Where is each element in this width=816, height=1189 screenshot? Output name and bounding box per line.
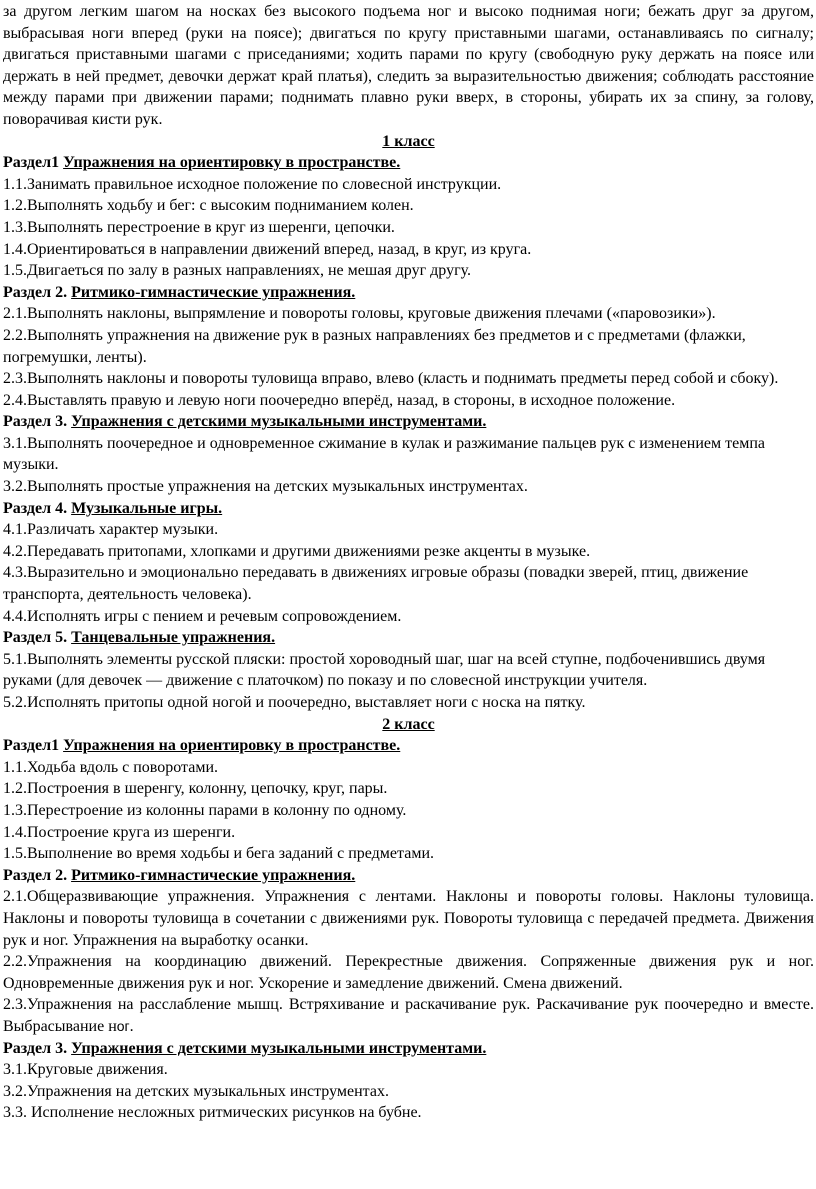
text-run: 4.2.Передавать притопами, хлопками и другими движениями резке акценты в музыке. (3, 542, 591, 560)
list-item (3, 174, 814, 196)
text-run: 1.1.Занимать правильное исходное положение по словесной инструкции. (3, 175, 502, 193)
list-item (3, 886, 814, 951)
text-run: Упражнения на ориентировку в пространстве. (63, 737, 401, 755)
text-run: 2.4.Выставлять правую и левую ноги поочередно вперёд, назад, в стороны, в исходное положение. (3, 391, 676, 409)
text-run: 1.3.Перестроение из колонны парами в колонну по одному. (3, 801, 407, 819)
section-heading (3, 411, 814, 433)
text-run: Раздел 3. (3, 413, 72, 431)
text-run: Раздел 3. (3, 1039, 72, 1057)
text-run: 3.3. Исполнение несложных ритмических рисунков на бубне. (3, 1104, 422, 1122)
list-item (3, 260, 814, 282)
section-heading (3, 865, 814, 887)
text-run: 2.1.Общеразвивающие упражнения. Упражнения с лентами. Наклоны и повороты головы. Наклоны туловища. Наклоны и повороты туловища в сочетании с движениями рук. Повороты туловища с передачей предмета. Движения рук и ног. Упражнения на выработку осанки. (3, 888, 814, 949)
text-run: 2.2.Выполнять упражнения на движение рук в разных направлениях без предметов и с предметами (флажки, погремушки, ленты). (3, 326, 746, 366)
text-run: 4.1.Различать характер музыки. (3, 521, 219, 539)
text-run: 1 класс (382, 132, 435, 150)
text-run: Раздел 5. (3, 629, 72, 647)
list-item (3, 390, 814, 412)
section-heading (3, 282, 814, 304)
text-run: Раздел 4. (3, 499, 72, 517)
list-item (3, 757, 814, 779)
list-item (3, 951, 814, 994)
text-run: Раздел 2. (3, 283, 72, 301)
list-item (3, 1081, 814, 1103)
text-run: 3.2.Упражнения на детских музыкальных инструментах. (3, 1082, 389, 1100)
text-run: 3.2.Выполнять простые упражнения на детских музыкальных инструментах. (3, 478, 528, 496)
text-run: Танцевальные упражнения. (71, 629, 276, 647)
list-item (3, 541, 814, 563)
list-item (3, 217, 814, 239)
list-item (3, 519, 814, 541)
text-run: . (129, 1017, 134, 1035)
list-item (3, 303, 814, 325)
text-run: 5.1.Выполнять элементы русской пляски: простой хороводный шаг, шаг на всей ступне, подбоченившись двумя руками (для девочек — движение с платочком) по показу и по словесной инструкции учителя. (3, 650, 766, 690)
text-run: ог (116, 1017, 130, 1034)
text-run: Упражнения с детскими музыкальными инструментами. (71, 413, 487, 431)
text-run: 2.3.Выполнять наклоны и повороты туловища вправо, влево (класть и поднимать предметы перед собой и сбоку). (3, 370, 779, 388)
section-heading (3, 627, 814, 649)
text-run: Раздел1 (3, 737, 64, 755)
text-run: 2.3.Упражнения на расслабление мышц. Встряхивание и раскачивание рук. Раскачивание рук поочередно и вместе. Выбрасывание н (3, 996, 814, 1035)
text-run: Музыкальные игры. (71, 499, 223, 517)
list-item (3, 822, 814, 844)
list-item (3, 368, 814, 390)
text-run: 4.4.Исполнять игры с пением и речевым сопровождением. (3, 607, 402, 625)
text-run: 3.1.Выполнять поочередное и одновременное сжимание в кулак и разжимание пальцев рук с изменением темпа музыки. (3, 434, 765, 474)
text-run: Ритмико-гимнастические упражнения. (71, 283, 356, 301)
list-item (3, 692, 814, 714)
text-run: 2.2.Упражнения на координацию движений. Перекрестные движения. Сопряженные движения рук и ног. Одновременные движения рук и ног. Ускорение и замедление движений. Смена движений. (3, 953, 814, 992)
text-run: 1.4.Ориентироваться в направлении движений вперед, назад, в круг, из круга. (3, 240, 532, 258)
list-item (3, 800, 814, 822)
list-item (3, 649, 814, 692)
section-heading (3, 152, 814, 174)
list-item (3, 778, 814, 800)
text-run: 1.3.Выполнять перестроение в круг из шеренги, цепочки. (3, 218, 395, 236)
text-run: Упражнения с детскими музыкальными инструментами. (71, 1039, 487, 1057)
section-heading (3, 735, 814, 757)
text-run: Раздел 2. (3, 866, 72, 884)
text-run: 5.2.Исполнять притопы одной ногой и поочередно, выставляет ноги с носка на пятку. (3, 694, 586, 711)
list-item (3, 994, 814, 1037)
list-item (3, 325, 814, 368)
text-run: 2.1.Выполнять наклоны, выпрямление и повороты головы, круговые движения плечами («паровозики»). (3, 305, 716, 323)
text-run: 1.2.Построения в шеренгу, колонну, цепочку, круг, пары. (3, 780, 388, 798)
list-item (3, 562, 814, 605)
text-run: 1.5.Двигаеться по залу в разных направлениях, не мешая друг другу. (3, 262, 472, 280)
text-run: Раздел1 (3, 154, 64, 172)
class-heading (3, 714, 814, 736)
text-run: Упражнения на ориентировку в пространстве. (63, 154, 401, 172)
list-item (3, 476, 814, 498)
section-heading (3, 498, 814, 520)
text-run: 4.3.Выразительно и эмоционально передавать в движениях игровые образы (повадки зверей, птиц, движение транспорта, деятельность человека). (3, 564, 749, 604)
text-run: за другом легким шагом на носках без высокого подъема ног и высоко поднимая ноги; бежать друг за другом, выбрасывая ноги вперед (руки на поясе); двигаться по кругу приставными шагами, останавливаясь по сигналу; двигаться приставными шагами с приседаниями; ходить парами по кругу (свободную руку держать на поясе или держать в ней предмет, девочки держат край платья), следить за выразительностью движения; соблюдать расстояние между парами при движении парами; поднимать плавно руки вверх, в стороны, убирать их за спину, за голову, поворачивая кисти рук. (3, 3, 814, 128)
text-run: 2 класс (382, 715, 435, 733)
intro-paragraph (3, 1, 814, 131)
section-heading (3, 1038, 814, 1060)
list-item (3, 843, 814, 865)
list-item (3, 433, 814, 476)
list-item (3, 239, 814, 261)
text-run: 1.5.Выполнение во время ходьбы и бега заданий с предметами. (3, 845, 434, 863)
list-item (3, 195, 814, 217)
text-run: 1.2.Выполнять ходьбу и бег: с высоким подниманием колен. (3, 197, 414, 215)
list-item (3, 606, 814, 628)
text-run: 1.1.Ходьба вдоль с поворотами. (3, 758, 219, 776)
list-item (3, 1102, 814, 1124)
text-run: 3.1.Круговые движения. (3, 1061, 168, 1079)
document-body (3, 1, 814, 1124)
list-item (3, 1059, 814, 1081)
text-run: Ритмико-гимнастические упражнения. (71, 866, 356, 884)
text-run: 1.4.Построение круга из шеренги. (3, 823, 236, 841)
class-heading (3, 131, 814, 153)
